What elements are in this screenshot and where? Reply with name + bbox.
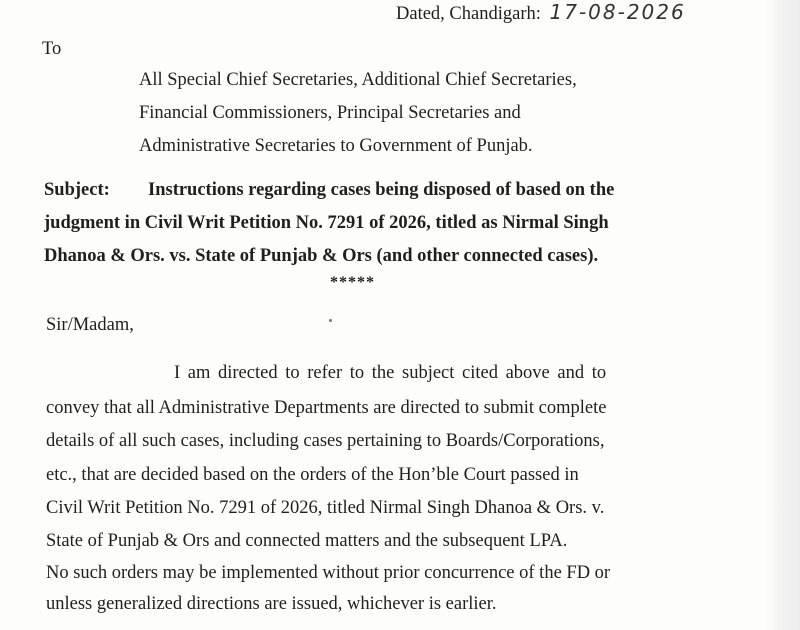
salutation: Sir/Madam, [46,315,134,335]
dated-label: Dated, Chandigarh: [396,4,541,24]
recipient-line-1: All Special Chief Secretaries, Additional Chief Secretaries, [139,70,577,90]
recipient-line-2: Financial Commissioners, Principal Secretaries and [139,103,521,123]
body-line-4: etc., that are decided based on the orders of the Hon’ble Court passed in [46,465,579,485]
subject-line-1 [44,179,614,201]
body-line-3: details of all such cases, including cases pertaining to Boards/Corporations, [46,431,605,451]
body-line-2: convey that all Administrative Departments are directed to submit complete [46,398,607,418]
recipient-line-3: Administrative Secretaries to Government of Punjab. [139,136,533,156]
page-edge-shadow [764,0,800,630]
body-line-6: State of Punjab & Ors and connected matters and the subsequent LPA. [46,531,568,551]
dated-handwritten-value: 17-08-2026 [549,0,686,24]
body-line-5: Civil Writ Petition No. 7291 of 2026, titled Nirmal Singh Dhanoa & Ors. v. [46,498,605,518]
to-label: To [42,39,62,59]
subject-line-2: judgment in Civil Writ Petition No. 7291 of 2026, titled as Nirmal Singh [44,213,609,233]
stray-dot [329,319,332,322]
subject-line-3: Dhanoa & Ors. vs. State of Punjab & Ors (and other connected cases). [44,246,599,266]
body-line-8: unless generalized directions are issued, whichever is earlier. [46,594,497,614]
dated-line [396,1,686,25]
subject-separator: ***** [330,274,375,291]
body-line-1: I am directed to refer to the subject cited above and to [174,363,607,383]
body-line-7: No such orders may be implemented without prior concurrence of the FD or [46,563,611,583]
subject-text-1: Instructions regarding cases being disposed of based on the [148,180,615,200]
subject-label: Subject: [44,180,110,200]
